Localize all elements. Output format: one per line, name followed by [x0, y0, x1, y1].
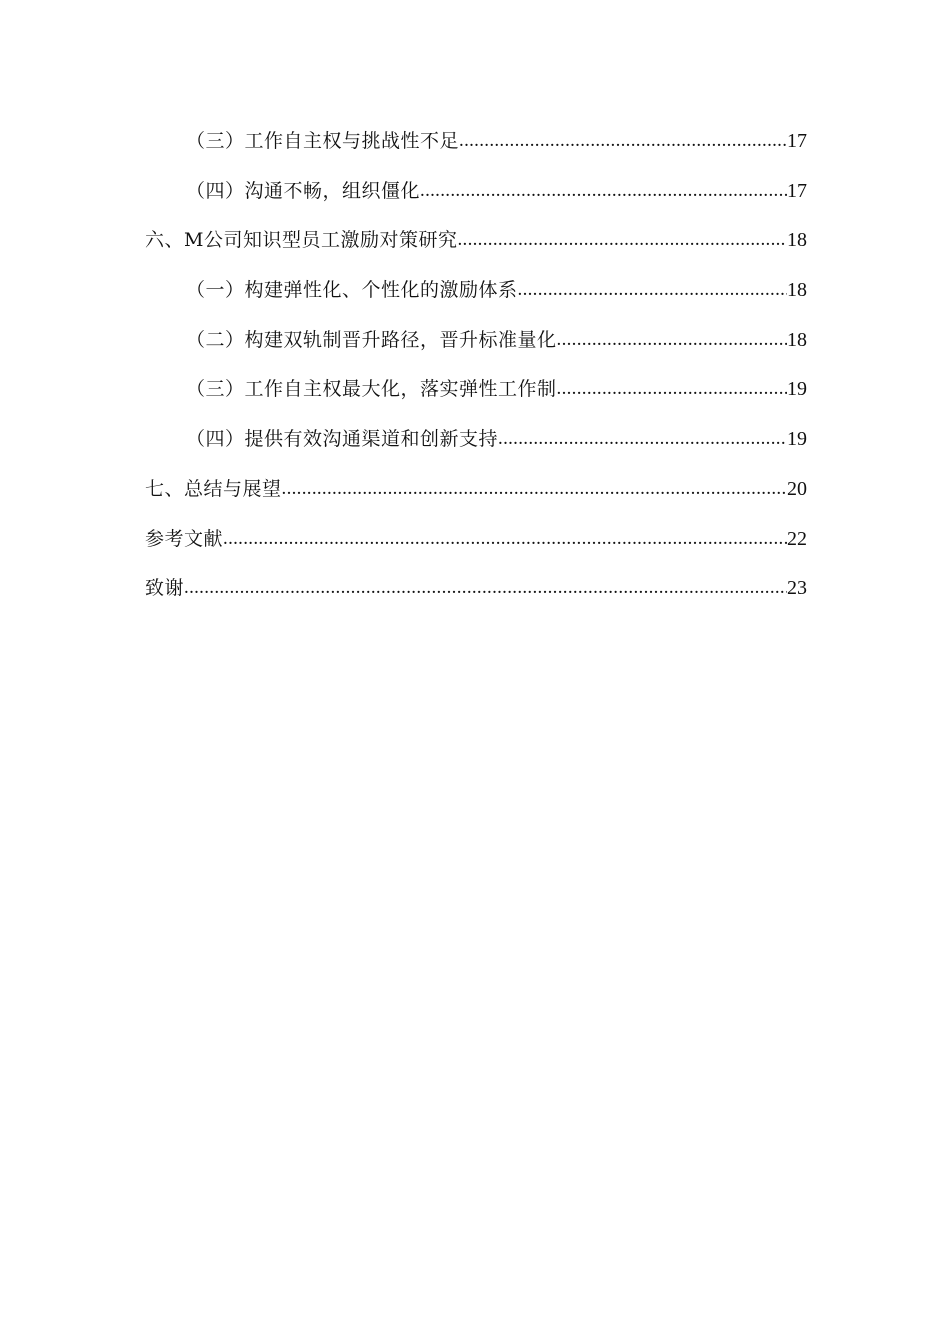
toc-page-number: 19 — [787, 428, 807, 451]
toc-entry-references[interactable] — [145, 515, 807, 565]
toc-entry-6-1[interactable] — [145, 266, 807, 316]
toc-dot-leader — [498, 426, 787, 445]
toc-entry-title: 六、M公司知识型员工激励对策研究 — [145, 229, 458, 252]
toc-dot-leader — [557, 376, 787, 395]
toc-page-number: 17 — [787, 179, 807, 202]
toc-entry-chapter-6[interactable] — [145, 216, 807, 266]
toc-entry-title: （四）沟通不畅，组织僵化 — [186, 179, 421, 202]
toc-page-number: 18 — [787, 229, 807, 252]
toc-page-number: 19 — [787, 378, 807, 401]
toc-entry-title: 七、总结与展望 — [145, 477, 282, 500]
toc-dot-leader — [282, 476, 787, 495]
toc-page-number: 22 — [787, 527, 807, 550]
toc-entry-6-4[interactable] — [145, 415, 807, 465]
toc-entry-title: （三）工作自主权与挑战性不足 — [186, 130, 460, 152]
toc-entry-title: （四）提供有效沟通渠道和创新支持 — [186, 428, 499, 451]
toc-entry-title: 致谢 — [145, 577, 185, 600]
toc-entry-acknowledgements[interactable] — [145, 564, 807, 614]
toc-page-number: 23 — [787, 577, 807, 600]
table-of-contents — [145, 117, 807, 614]
toc-entry-3-3[interactable] — [145, 117, 807, 167]
toc-page-number: 17 — [787, 130, 807, 152]
toc-entry-6-3[interactable] — [145, 365, 807, 415]
toc-page-number: 18 — [787, 279, 807, 302]
toc-dot-leader — [420, 178, 787, 197]
toc-entry-chapter-7[interactable] — [145, 465, 807, 515]
toc-dot-leader — [557, 327, 787, 346]
toc-page-number: 18 — [787, 328, 807, 351]
toc-entry-title: 参考文献 — [145, 527, 224, 550]
toc-dot-leader — [459, 128, 787, 147]
toc-entry-title: （二）构建双轨制晋升路径，晋升标准量化 — [186, 328, 557, 351]
toc-entry-3-4[interactable] — [145, 167, 807, 217]
toc-entry-6-2[interactable] — [145, 316, 807, 366]
toc-dot-leader — [184, 575, 787, 594]
toc-page-number: 20 — [787, 477, 807, 500]
toc-dot-leader — [223, 526, 787, 545]
toc-entry-title: （一）构建弹性化、个性化的激励体系 — [186, 279, 518, 302]
toc-entry-title: （三）工作自主权最大化，落实弹性工作制 — [186, 378, 557, 401]
toc-dot-leader — [457, 227, 787, 246]
toc-dot-leader — [518, 277, 787, 296]
